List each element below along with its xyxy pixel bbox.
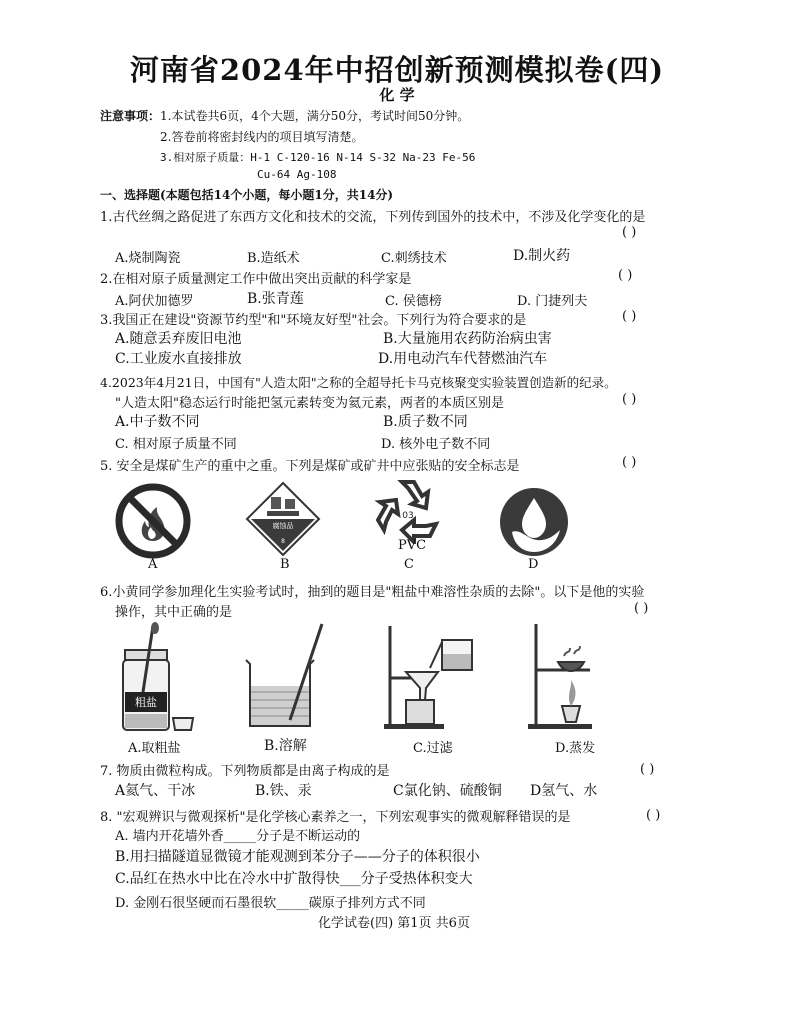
q4-option-a[interactable]: A.中子数不同 bbox=[115, 414, 200, 430]
sign-c-code: 03 bbox=[402, 511, 414, 521]
q1-option-a[interactable]: A.烧制陶瓷 bbox=[115, 251, 181, 266]
q4-stem-line2: "人造太阳"稳态运行时能把氢元素转变为氦元素，两者的本质区别是 bbox=[115, 396, 504, 411]
q8-option-b[interactable]: B.用扫描隧道显微镜才能观测到苯分子——分子的体积很小 bbox=[115, 849, 480, 865]
q3-option-a[interactable]: A.随意丢弃废旧电池 bbox=[115, 331, 242, 347]
notes-line2: 2.答卷前将密封线内的项目填写清楚。 bbox=[160, 130, 364, 144]
q6-stem-line1: 6.小黄同学参加理化生实验考试时，抽到的题目是"粗盐中难溶性杂质的去除"。以下是他的实验 bbox=[100, 585, 645, 600]
fig-a-take-salt-icon[interactable] bbox=[113, 622, 203, 734]
q8-answer-paren[interactable]: ( ) bbox=[646, 808, 661, 823]
q6-option-c[interactable]: C.过滤 bbox=[413, 741, 453, 756]
page-title: 河南省2024年中招创新预测模拟卷(四) bbox=[129, 53, 665, 87]
fig-b-dissolve-icon[interactable] bbox=[240, 620, 330, 732]
sign-a-no-fire-icon[interactable] bbox=[115, 483, 191, 559]
q7-option-c[interactable]: C氯化钠、硫酸铜 bbox=[393, 783, 502, 799]
sign-d-label: D bbox=[528, 557, 539, 572]
q8-option-c[interactable]: C.品红在热水中比在冷水中扩散得快___分子受热体积变大 bbox=[115, 871, 473, 887]
q2-answer-paren[interactable]: ( ) bbox=[618, 268, 633, 283]
q2-option-b[interactable]: B.张青莲 bbox=[247, 291, 304, 307]
q3-answer-paren[interactable]: ( ) bbox=[622, 309, 637, 324]
section-heading: 一、选择题(本题包括14个小题，每小题1分，共14分) bbox=[100, 188, 394, 202]
q1-option-b[interactable]: B.造纸术 bbox=[247, 251, 300, 266]
q5-stem: 5. 安全是煤矿生产的重中之重。下列是煤矿或矿井中应张贴的安全标志是 bbox=[100, 459, 520, 474]
q1-stem: 1.古代丝绸之路促进了东西方文化和技术的交流，下列传到国外的技术中，不涉及化学变化的是 bbox=[100, 210, 646, 225]
sign-b-text: 腐蚀品 bbox=[272, 522, 294, 530]
q6-option-d[interactable]: D.蒸发 bbox=[555, 741, 596, 756]
q6-stem-line2: 操作，其中正确的是 bbox=[115, 605, 233, 620]
sign-c-recycle-icon[interactable] bbox=[370, 474, 446, 544]
q7-stem: 7. 物质由微粒构成。下列物质都是由离子构成的是 bbox=[100, 764, 390, 779]
q4-option-d[interactable]: D. 核外电子数不同 bbox=[381, 437, 491, 452]
svg-text:8: 8 bbox=[281, 538, 285, 545]
notes-label: 注意事项： bbox=[100, 109, 161, 123]
q5-answer-paren[interactable]: ( ) bbox=[622, 455, 637, 470]
page-footer: 化学试卷(四) 第1页 共6页 bbox=[318, 916, 470, 931]
q2-option-a[interactable]: A.阿伏加德罗 bbox=[115, 294, 194, 309]
q7-option-d[interactable]: D氢气、水 bbox=[530, 783, 598, 799]
q4-option-c[interactable]: C. 相对原子质量不同 bbox=[115, 437, 237, 452]
q2-stem: 2.在相对原子质量测定工作中做出突出贡献的科学家是 bbox=[100, 272, 412, 287]
q4-stem-line1: 4.2023年4月21日，中国有"人造太阳"之称的全超导托卡马克核聚变实验装置创造新的纪录。 bbox=[100, 375, 617, 390]
sign-c-label: C bbox=[404, 557, 414, 572]
q6-answer-paren[interactable]: ( ) bbox=[634, 601, 649, 616]
q3-stem: 3.我国正在建设"资源节约型"和"环境友好型"社会。下列行为符合要求的是 bbox=[100, 313, 527, 328]
q1-option-c[interactable]: C.刺绣技术 bbox=[381, 251, 447, 266]
q6-option-a[interactable]: A.取粗盐 bbox=[128, 741, 181, 756]
q3-option-c[interactable]: C.工业废水直接排放 bbox=[115, 351, 242, 367]
q3-option-d[interactable]: D.用电动汽车代替燃油汽车 bbox=[378, 351, 548, 367]
q2-option-d[interactable]: D. 门捷列夫 bbox=[517, 294, 588, 309]
q1-answer-paren[interactable]: ( ) bbox=[622, 225, 637, 240]
q6-option-b[interactable]: B.溶解 bbox=[264, 738, 307, 754]
q2-option-c[interactable]: C. 侯德榜 bbox=[385, 294, 442, 309]
sign-b-label: B bbox=[280, 557, 290, 572]
q7-answer-paren[interactable]: ( ) bbox=[640, 762, 655, 777]
jar-label: 粗盐 bbox=[135, 696, 157, 709]
notes-line4: Cu-64 Ag-108 bbox=[257, 168, 337, 181]
sign-d-water-icon[interactable] bbox=[498, 486, 570, 558]
q8-option-d[interactable]: D. 金刚石很坚硬而石墨很软_____碳原子排列方式不同 bbox=[115, 896, 426, 911]
q8-option-a[interactable]: A. 墙内开花墙外香_____分子是不断运动的 bbox=[115, 829, 361, 844]
q4-answer-paren[interactable]: ( ) bbox=[622, 392, 637, 407]
notes-line3: 3.相对原子质量：H-1 C-120-16 N-14 S-32 Na-23 Fe-56 bbox=[160, 151, 476, 164]
q4-option-b[interactable]: B.质子数不同 bbox=[383, 414, 468, 430]
sign-b-corrosive-icon[interactable] bbox=[245, 481, 321, 557]
fig-c-filter-icon[interactable] bbox=[376, 620, 486, 732]
q1-option-d[interactable]: D.制火药 bbox=[513, 248, 571, 264]
q3-option-b[interactable]: B.大量施用农药防治病虫害 bbox=[383, 331, 552, 347]
fig-d-evaporate-icon[interactable] bbox=[520, 620, 610, 732]
subject-title: 化 学 bbox=[379, 86, 415, 104]
sign-c-caption: PVC bbox=[398, 538, 427, 553]
q7-option-a[interactable]: A氦气、干冰 bbox=[115, 783, 196, 799]
q8-stem: 8. "宏观辨识与微观探析"是化学核心素养之一，下列宏观事实的微观解释错误的是 bbox=[100, 810, 571, 825]
q7-option-b[interactable]: B.铁、汞 bbox=[255, 783, 312, 799]
notes-line1: 注意事项：1.本试卷共6页，4个大题，满分50分，考试时间50分钟。 bbox=[100, 109, 470, 123]
sign-a-label: A bbox=[148, 557, 158, 572]
